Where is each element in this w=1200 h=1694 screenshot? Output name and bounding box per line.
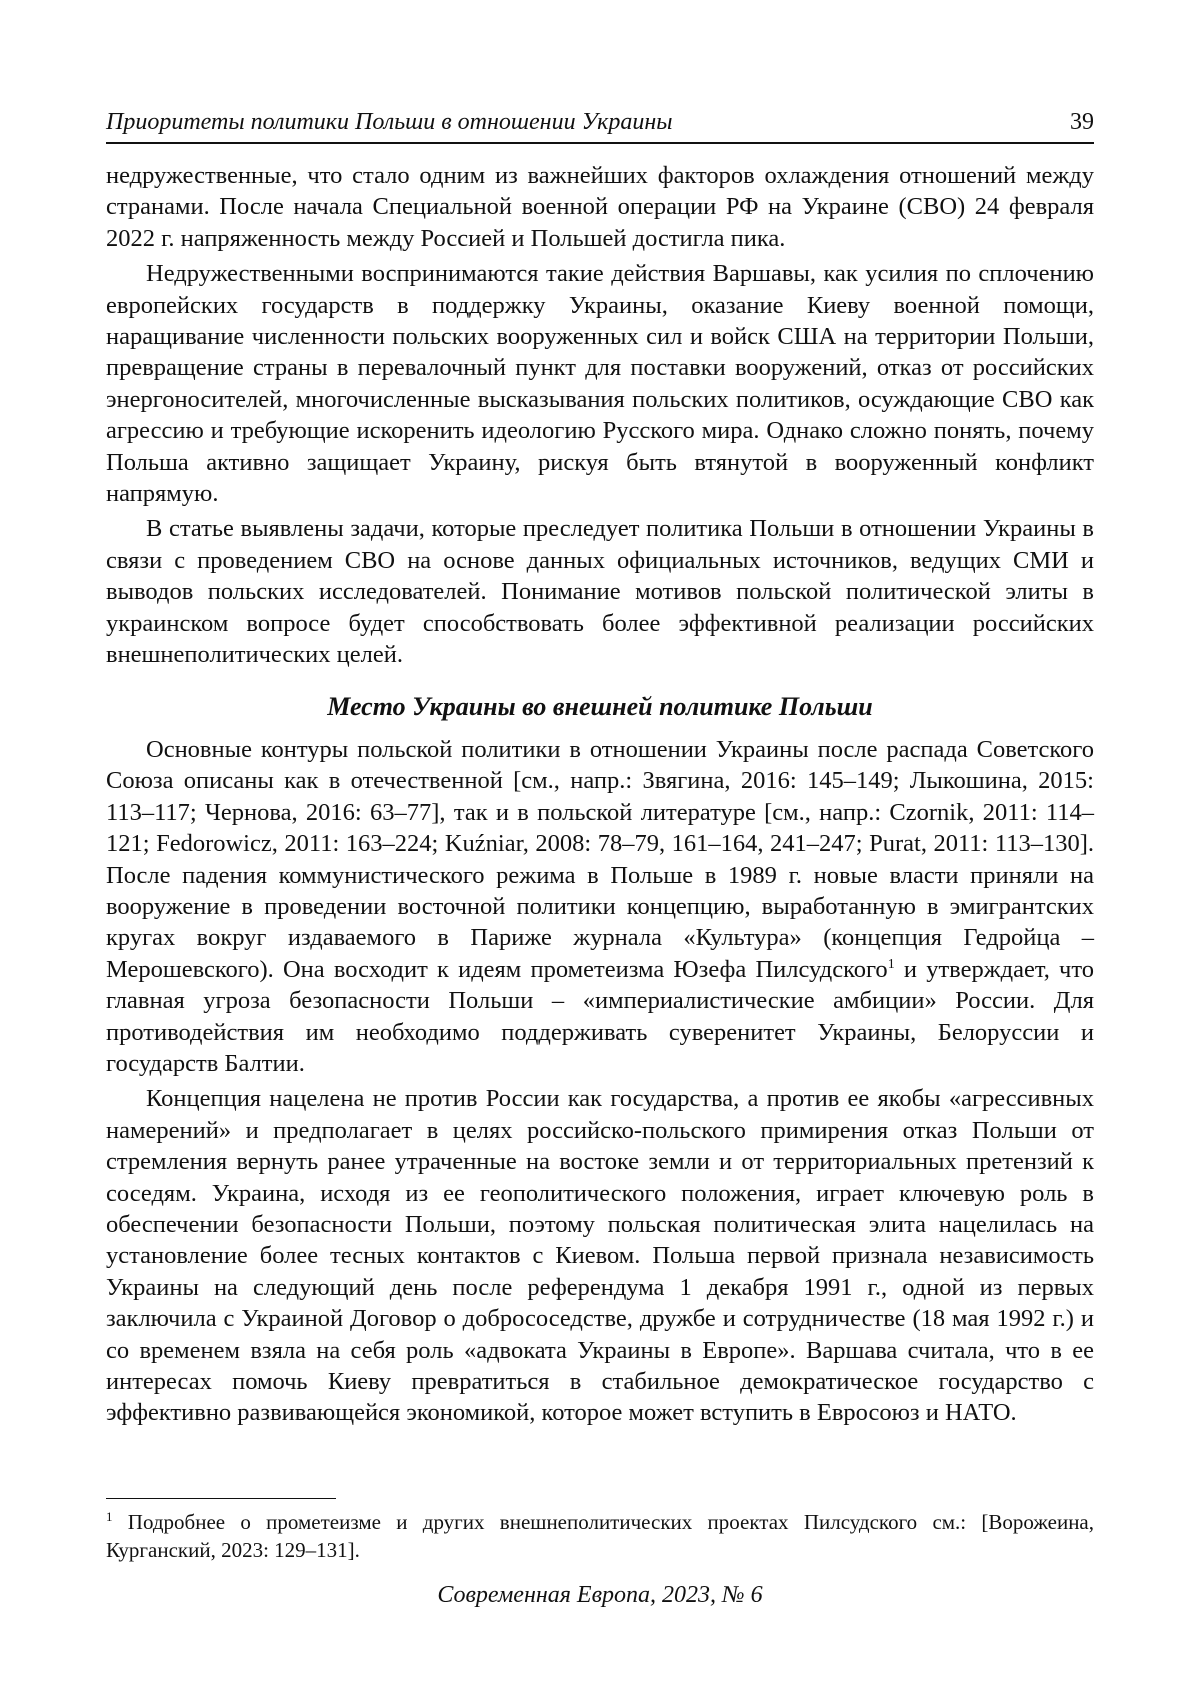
footnote-divider: [106, 1498, 336, 1499]
paragraph-text: и утверждает, что главная угроза безопасности Польши – «империалистические амбиции» России. Для противодействия им необходимо поддерживать суверенитет Украины, Белоруссии и государств Балтии.: [106, 955, 1094, 1077]
section-heading: Место Украины во внешней политике Польши: [327, 691, 873, 721]
paragraph: [106, 734, 1094, 1079]
footnote-reference: 1: [887, 956, 895, 972]
paragraph: Концепция нацелена не против России как государства, а против ее якобы «агрессивных намерений» и предполагает в целях российско-польского примирения отказ Польши от стремления вернуть ранее утраченные на востоке земли и от территориальных претензий к соседям. Украина, исходя из ее геополитического положения, играет ключевую роль в обеспечении безопасности Польши, поэтому польская политическая элита нацелилась на установление более тесных контактов с Киевом. Польша первой признала независимость Украины на следующий день после референдума 1 декабря 1991 г., одной из первых заключила с Украиной Договор о добрососедстве, дружбе и сотрудничестве (18 мая 1992 г.) и со временем взяла на себя роль «адвоката Украины в Европе». Варшава считала, что в ее интересах помочь Киеву превратиться в стабильное демократическое государство с эффективно развивающейся экономикой, которое может вступить в Евросоюз и НАТО.: [106, 1085, 1094, 1427]
paragraph: недружественные, что стало одним из важнейших факторов охлаждения отношений между странами. После начала Специальной военной операции РФ на Украине (СВО) 24 февраля 2022 г. напряженность между Россией и Польшей достигла пика.: [106, 162, 1094, 252]
article-body: [106, 160, 1094, 1433]
page-number: 39: [1070, 109, 1094, 135]
paragraph-text: Основные контуры польской политики в отношении Украины после распада Советского Союза описаны как в отечественной [см., напр.: Звягина, 2016: 145–149; Лыкошина, 2015: 113–117; Чернова, 2016: 63–77], так и в польской литературе [см., напр.: Czornik, 2011: 114–121; Fedorowicz, 2011: 163–224; Kuźniar, 2008: 78–79, 161–164, 241–247; Purat, 2011: 113–130]. После падения коммунистического режима в Польше в 1989 г. новые власти приняли на вооружение в проведении восточной политики концепцию, выработанную в эмигрантских кругах вокруг издаваемого в Париже журнала «Культура» (концепция Гедройца – Мерошевского). Она восходит к идеям прометеизма Юзефа Пилсудского: [106, 735, 1094, 983]
running-title: Приоритеты политики Польши в отношении Украины: [106, 109, 673, 135]
footnote-text: Подробнее о прометеизме и других внешнеполитических проектах Пилсудского см.: [Ворожеина, Курганский, 2023: 129–131].: [106, 1510, 1094, 1562]
running-header: [106, 104, 1094, 144]
running-footer: Современная Европа, 2023, № 6: [437, 1582, 763, 1608]
paragraph: Недружественными воспринимаются такие действия Варшавы, как усилия по сплочению европейских государств в поддержку Украины, оказание Киеву военной помощи, наращивание численности польских вооруженных сил и войск США на территории Польши, превращение страны в перевалочный пункт для поставки вооружений, отказ от российских энергоносителей, многочисленные высказывания польских политиков, осуждающие СВО как агрессию и требующие искоренить идеологию Русского мира. Однако сложно понять, почему Польша активно защищает Украину, рискуя быть втянутой в вооруженный конфликт напрямую.: [106, 260, 1094, 508]
footnote: [106, 1508, 1094, 1564]
paragraph: В статье выявлены задачи, которые преследует политика Польши в отношении Украины в связи с проведением СВО на основе данных официальных источников, ведущих СМИ и выводов польских исследователей. Понимание мотивов польской политической элиты в украинском вопросе будет способствовать более эффективной реализации российских внешнеполитических целей.: [106, 515, 1094, 669]
footnote-marker: 1: [106, 1509, 113, 1524]
